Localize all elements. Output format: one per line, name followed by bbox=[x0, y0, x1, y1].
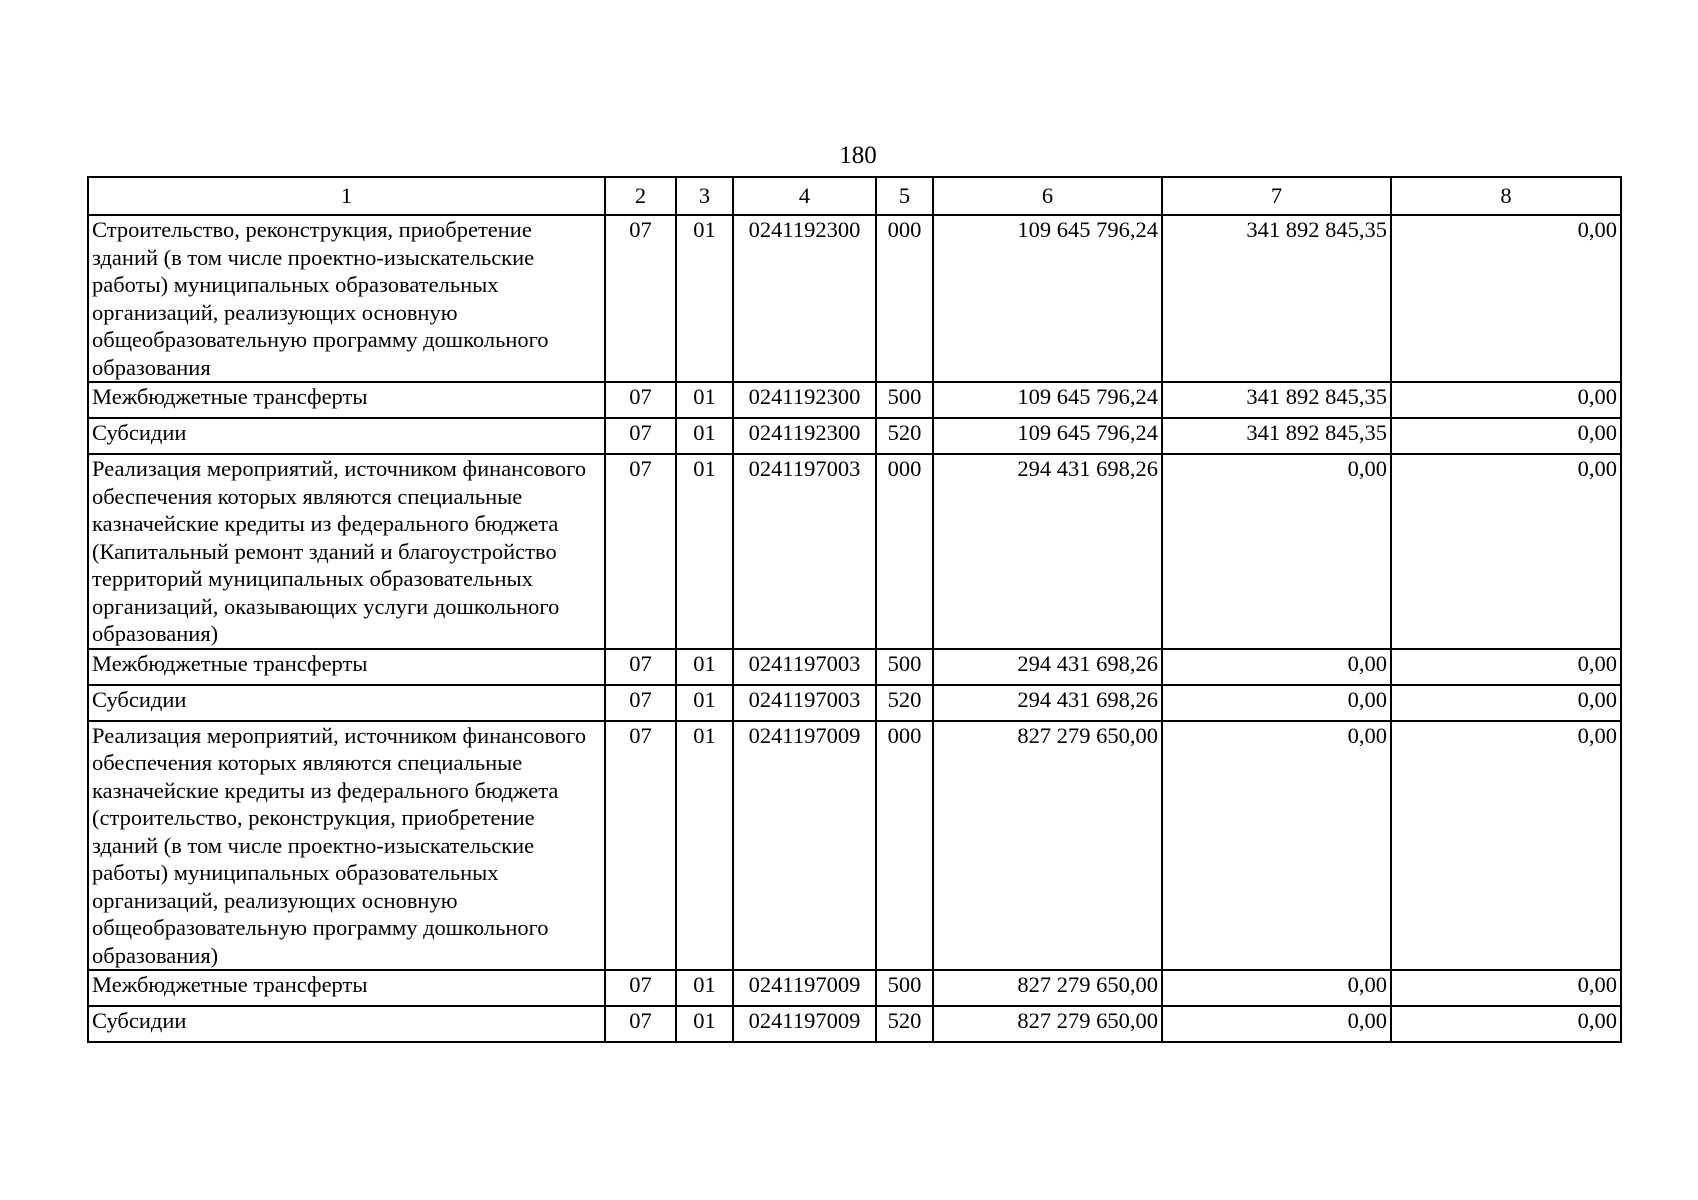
row-name: Реализация мероприятий, источником финансового обеспечения которых являются специальные казначейские кредиты из федерального бюджета (Капитальный ремонт зданий и благоустройство территорий муниципальных образовательных организаций, оказывающих услуги дошкольного образования) bbox=[88, 454, 605, 649]
page-number: 180 bbox=[839, 142, 877, 169]
expense-type-code: 520 bbox=[876, 685, 933, 721]
section-code: 07 bbox=[605, 382, 676, 418]
subsection-code: 01 bbox=[676, 1006, 733, 1042]
column-header-2: 2 bbox=[605, 177, 676, 215]
row-name: Субсидии bbox=[88, 418, 605, 454]
target-article-code: 0241197009 bbox=[733, 721, 876, 971]
column-header-5: 5 bbox=[876, 177, 933, 215]
amount-col-7: 0,00 bbox=[1162, 685, 1391, 721]
amount-col-6: 294 431 698,26 bbox=[933, 649, 1162, 685]
row-name: Субсидии bbox=[88, 685, 605, 721]
table-row bbox=[88, 970, 1621, 1006]
column-header-8: 8 bbox=[1391, 177, 1621, 215]
amount-col-8: 0,00 bbox=[1391, 215, 1621, 382]
amount-col-8: 0,00 bbox=[1391, 454, 1621, 649]
amount-col-6: 294 431 698,26 bbox=[933, 454, 1162, 649]
column-header-4: 4 bbox=[733, 177, 876, 215]
target-article-code: 0241192300 bbox=[733, 215, 876, 382]
amount-col-7: 0,00 bbox=[1162, 721, 1391, 971]
subsection-code: 01 bbox=[676, 649, 733, 685]
subsection-code: 01 bbox=[676, 418, 733, 454]
subsection-code: 01 bbox=[676, 685, 733, 721]
table-row bbox=[88, 382, 1621, 418]
target-article-code: 0241197009 bbox=[733, 970, 876, 1006]
amount-col-7: 341 892 845,35 bbox=[1162, 215, 1391, 382]
row-name: Межбюджетные трансферты bbox=[88, 649, 605, 685]
amount-col-8: 0,00 bbox=[1391, 721, 1621, 971]
expense-type-code: 500 bbox=[876, 382, 933, 418]
table-row bbox=[88, 454, 1621, 649]
header-row bbox=[88, 177, 1621, 215]
section-code: 07 bbox=[605, 418, 676, 454]
row-name: Реализация мероприятий, источником финансового обеспечения которых являются специальные казначейские кредиты из федерального бюджета (строительство, реконструкция, приобретение зданий (в том числе проектно-изыскательские работы) муниципальных образовательных организаций, реализующих основную общеобразовательную программу дошкольного образования) bbox=[88, 721, 605, 971]
row-name: Субсидии bbox=[88, 1006, 605, 1042]
amount-col-6: 294 431 698,26 bbox=[933, 685, 1162, 721]
amount-col-8: 0,00 bbox=[1391, 418, 1621, 454]
section-code: 07 bbox=[605, 454, 676, 649]
amount-col-6: 109 645 796,24 bbox=[933, 215, 1162, 382]
amount-col-6: 109 645 796,24 bbox=[933, 418, 1162, 454]
subsection-code: 01 bbox=[676, 382, 733, 418]
table-row bbox=[88, 721, 1621, 971]
expense-type-code: 520 bbox=[876, 418, 933, 454]
budget-table bbox=[87, 176, 1622, 1043]
amount-col-7: 0,00 bbox=[1162, 454, 1391, 649]
table-row bbox=[88, 215, 1621, 382]
expense-type-code: 520 bbox=[876, 1006, 933, 1042]
subsection-code: 01 bbox=[676, 721, 733, 971]
amount-col-6: 109 645 796,24 bbox=[933, 382, 1162, 418]
expense-type-code: 000 bbox=[876, 454, 933, 649]
column-header-3: 3 bbox=[676, 177, 733, 215]
amount-col-6: 827 279 650,00 bbox=[933, 1006, 1162, 1042]
amount-col-8: 0,00 bbox=[1391, 685, 1621, 721]
target-article-code: 0241197009 bbox=[733, 1006, 876, 1042]
column-header-6: 6 bbox=[933, 177, 1162, 215]
amount-col-8: 0,00 bbox=[1391, 382, 1621, 418]
amount-col-7: 0,00 bbox=[1162, 1006, 1391, 1042]
column-header-7: 7 bbox=[1162, 177, 1391, 215]
amount-col-6: 827 279 650,00 bbox=[933, 721, 1162, 971]
target-article-code: 0241192300 bbox=[733, 382, 876, 418]
subsection-code: 01 bbox=[676, 454, 733, 649]
expense-type-code: 000 bbox=[876, 721, 933, 971]
section-code: 07 bbox=[605, 721, 676, 971]
table-row bbox=[88, 685, 1621, 721]
expense-type-code: 000 bbox=[876, 215, 933, 382]
amount-col-8: 0,00 bbox=[1391, 1006, 1621, 1042]
target-article-code: 0241197003 bbox=[733, 454, 876, 649]
column-header-1: 1 bbox=[88, 177, 605, 215]
section-code: 07 bbox=[605, 685, 676, 721]
row-name: Строительство, реконструкция, приобретение зданий (в том числе проектно-изыскательские работы) муниципальных образовательных организаций, реализующих основную общеобразовательную программу дошкольного образования bbox=[88, 215, 605, 382]
expense-type-code: 500 bbox=[876, 649, 933, 685]
amount-col-7: 0,00 bbox=[1162, 649, 1391, 685]
amount-col-8: 0,00 bbox=[1391, 649, 1621, 685]
section-code: 07 bbox=[605, 215, 676, 382]
subsection-code: 01 bbox=[676, 215, 733, 382]
expense-type-code: 500 bbox=[876, 970, 933, 1006]
amount-col-8: 0,00 bbox=[1391, 970, 1621, 1006]
target-article-code: 0241192300 bbox=[733, 418, 876, 454]
section-code: 07 bbox=[605, 1006, 676, 1042]
table-row bbox=[88, 1006, 1621, 1042]
target-article-code: 0241197003 bbox=[733, 685, 876, 721]
row-name: Межбюджетные трансферты bbox=[88, 382, 605, 418]
target-article-code: 0241197003 bbox=[733, 649, 876, 685]
table-row bbox=[88, 418, 1621, 454]
section-code: 07 bbox=[605, 649, 676, 685]
table-row bbox=[88, 649, 1621, 685]
amount-col-6: 827 279 650,00 bbox=[933, 970, 1162, 1006]
amount-col-7: 341 892 845,35 bbox=[1162, 382, 1391, 418]
amount-col-7: 0,00 bbox=[1162, 970, 1391, 1006]
amount-col-7: 341 892 845,35 bbox=[1162, 418, 1391, 454]
subsection-code: 01 bbox=[676, 970, 733, 1006]
section-code: 07 bbox=[605, 970, 676, 1006]
row-name: Межбюджетные трансферты bbox=[88, 970, 605, 1006]
